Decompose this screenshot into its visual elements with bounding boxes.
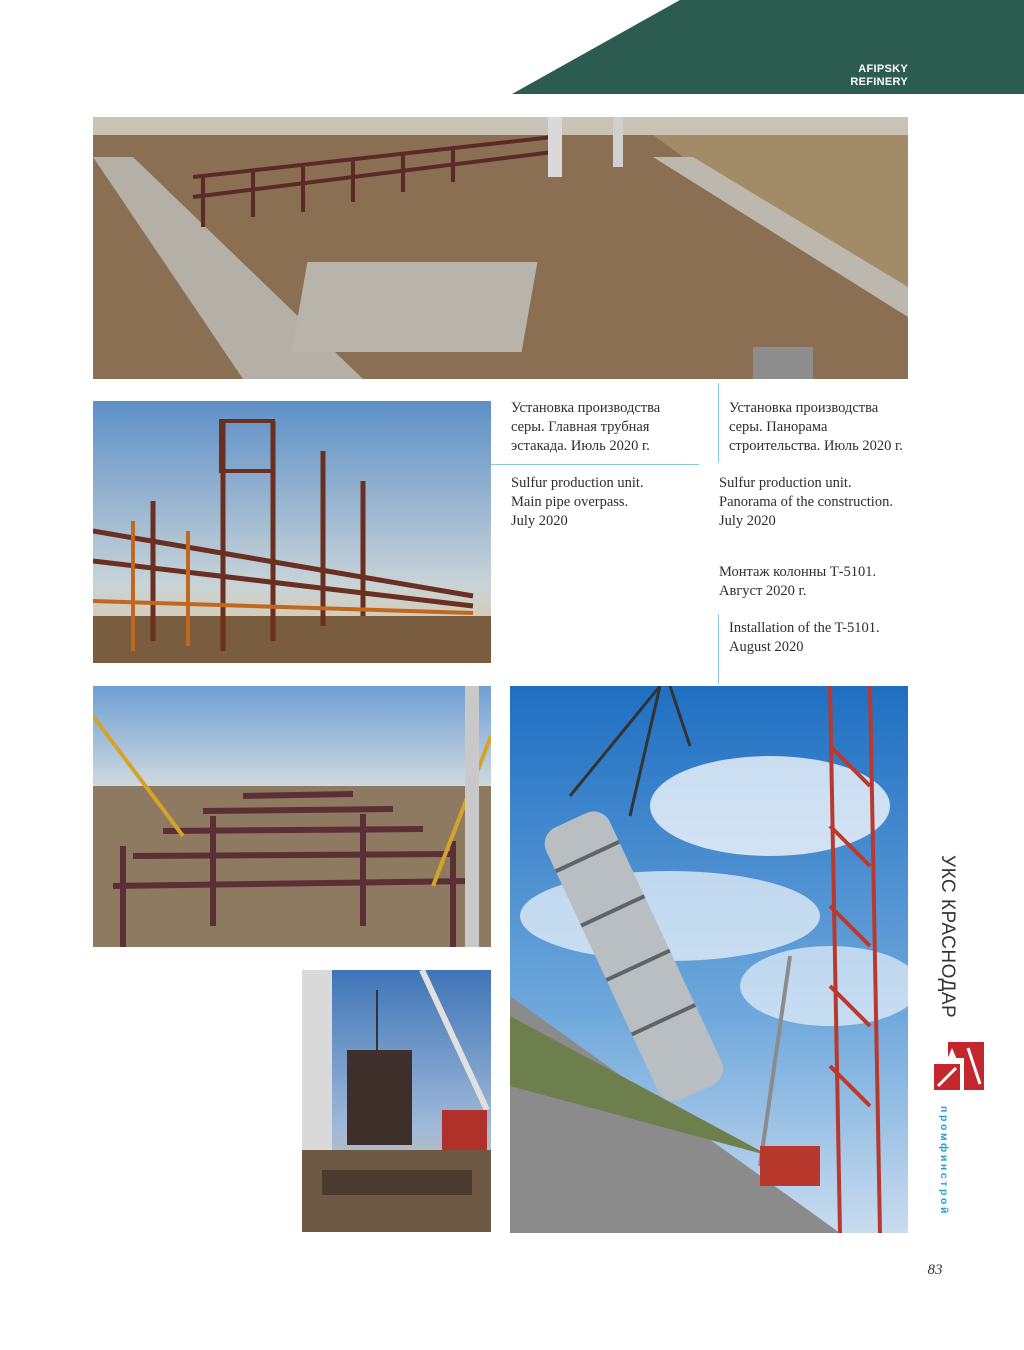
photo-pipe-rack (93, 686, 491, 947)
caption-panorama-en: Sulfur production unit. Panorama of the construction. July 2020 (719, 475, 893, 529)
caption-divider-horizontal (491, 464, 699, 465)
caption-column-ru: Монтаж колонны Т-5101. Август 2020 г. (719, 564, 877, 599)
section-label-line2: REFINERY (850, 76, 908, 88)
caption-column-en: Installation of the T-5101. August 2020 (729, 620, 880, 655)
photo-column-installation (510, 686, 908, 1233)
caption-panorama-ru: Установка производства серы. Панорама строительства. Июль 2020 г. (729, 400, 903, 454)
caption-overpass-ru: Установка производства серы. Главная трубная эстакада. Июль 2020 г. (511, 400, 661, 454)
caption-divider-vertical-top (718, 383, 719, 463)
photo-crane-lift-module (302, 970, 491, 1232)
company-title: УКС КРАСНОДАР (937, 855, 958, 1019)
section-label (850, 63, 908, 89)
caption-divider-vertical-bottom (718, 614, 719, 684)
brand-name: промфинстрой (938, 1106, 950, 1217)
caption-overpass-en: Sulfur production unit. Main pipe overpass. July 2020 (511, 475, 644, 529)
page-number: 83 (927, 1262, 943, 1278)
photo-panorama-construction (93, 117, 908, 379)
section-label-line1: AFIPSKY (858, 63, 908, 75)
promfinstroy-logo-icon (930, 1040, 986, 1092)
photo-main-pipe-overpass (93, 401, 491, 663)
